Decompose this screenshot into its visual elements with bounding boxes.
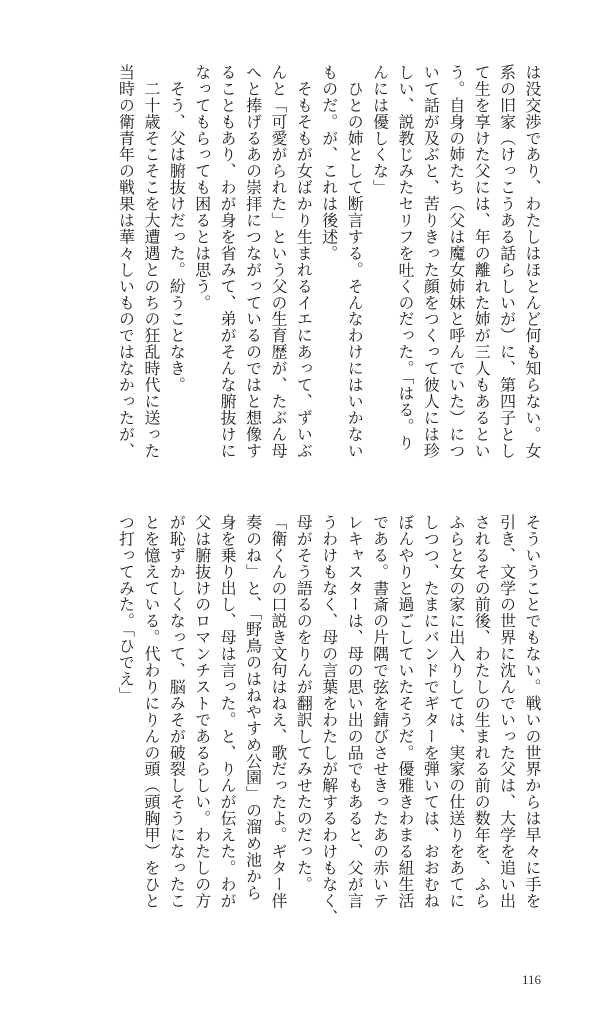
text-line: て生を享けた父には、年の離れた姉が三人もあるとい [472,64,492,459]
text-line: 二十歳そこそこを大遭遇とのちの狂乱時代に送った [141,64,161,459]
text-line: 父は腑抜けのロマンチストであるらしい。わたしの方 [192,514,212,909]
text-line: そういうことでもない。戦いの世界からは早々に手を [523,514,542,909]
text-line: う。自身の姉たち（父は魔女姉妹と呼んでいた）につ [446,64,466,459]
text-line: ることもあり、わが身を省みて、弟がそんな腑抜けに [218,64,238,459]
text-line: 引き、文学の世界に沈んでいった父は、大学を追い出 [497,514,517,909]
text-line: なってもらっても困るとは思う。 [192,64,212,311]
text-line: ひとの姉として断言する。そんなわけにはいかない [345,64,365,459]
text-line: とを憶えている。代わりにりんの頭（頭胸甲）をひと [141,514,161,909]
text-line: そう、父は腑抜けだった。紛うことなき。 [167,64,187,393]
text-line: ぼんやりと過ごしていたそうだ。優雅きわまる紐生活 [395,514,415,909]
lower-text-block [45,514,545,944]
text-line: 「衛くんの口説き文句はねえ、歌だったよ。ギター伴 [268,514,288,909]
text-line: 当時の衛青年の戦果は華々しいものではなかったが、 [116,64,136,459]
text-line: 母がそう語るのをりんが翻訳してみせたのだった。 [294,514,314,893]
text-line: しい、説教じみたセリフを吐くのだった。「はる。り [395,64,415,451]
text-line: しつつ、たまにバンドでギターを弾いては、おおむね [421,514,441,909]
text-line: へと捧げるあの崇拝につながっているのではと想像す [243,64,263,459]
text-line: である。書斎の片隅で弦を錆びさせきったあの赤いテ [370,514,390,909]
text-line: そもそもが女ばかり生まれるイエにあって、ずいぶ [294,64,314,459]
text-line: は没交渉であり、わたしはほとんど何も知らない。女 [523,64,542,459]
page-number: 116 [521,972,541,987]
text-line: が恥ずかしくなって、脳みそが破裂しそうになったこ [167,514,187,909]
text-line: レキャスターは、母の思い出の品でもあると、父が言 [345,514,365,909]
text-line: 奏のね」と、「野鳥のはねやすめ公園」の溜め池から [243,514,263,901]
text-line: んと「可愛がられた」という父の生育歴が、たぶん母 [268,64,288,459]
text-line: いて話が及ぶと、苦りきった顔をつくって彼人には珍 [421,64,441,459]
text-line: 身を乗り出し、母は言った。と、りんが伝えた。わが [218,514,238,909]
text-line: つ打ってみた。「ひでえ」 [116,514,136,704]
text-line: うわけもなく、母の言葉をわたしが解するわけもなく、 [319,514,339,926]
text-line: 系の旧家（けっこうある話らしいが）に、第四子とし [497,64,517,459]
text-line: んには優しくな」 [370,64,390,196]
text-line: ふらと女の家に出入りしては、実家の仕送りをあてに [446,514,466,909]
upper-text-block [45,64,545,494]
text-line: ものだ。が、これは後述。 [319,64,339,262]
text-line: されるその前後、わたしの生まれる前の数年を、ふら [472,514,492,909]
